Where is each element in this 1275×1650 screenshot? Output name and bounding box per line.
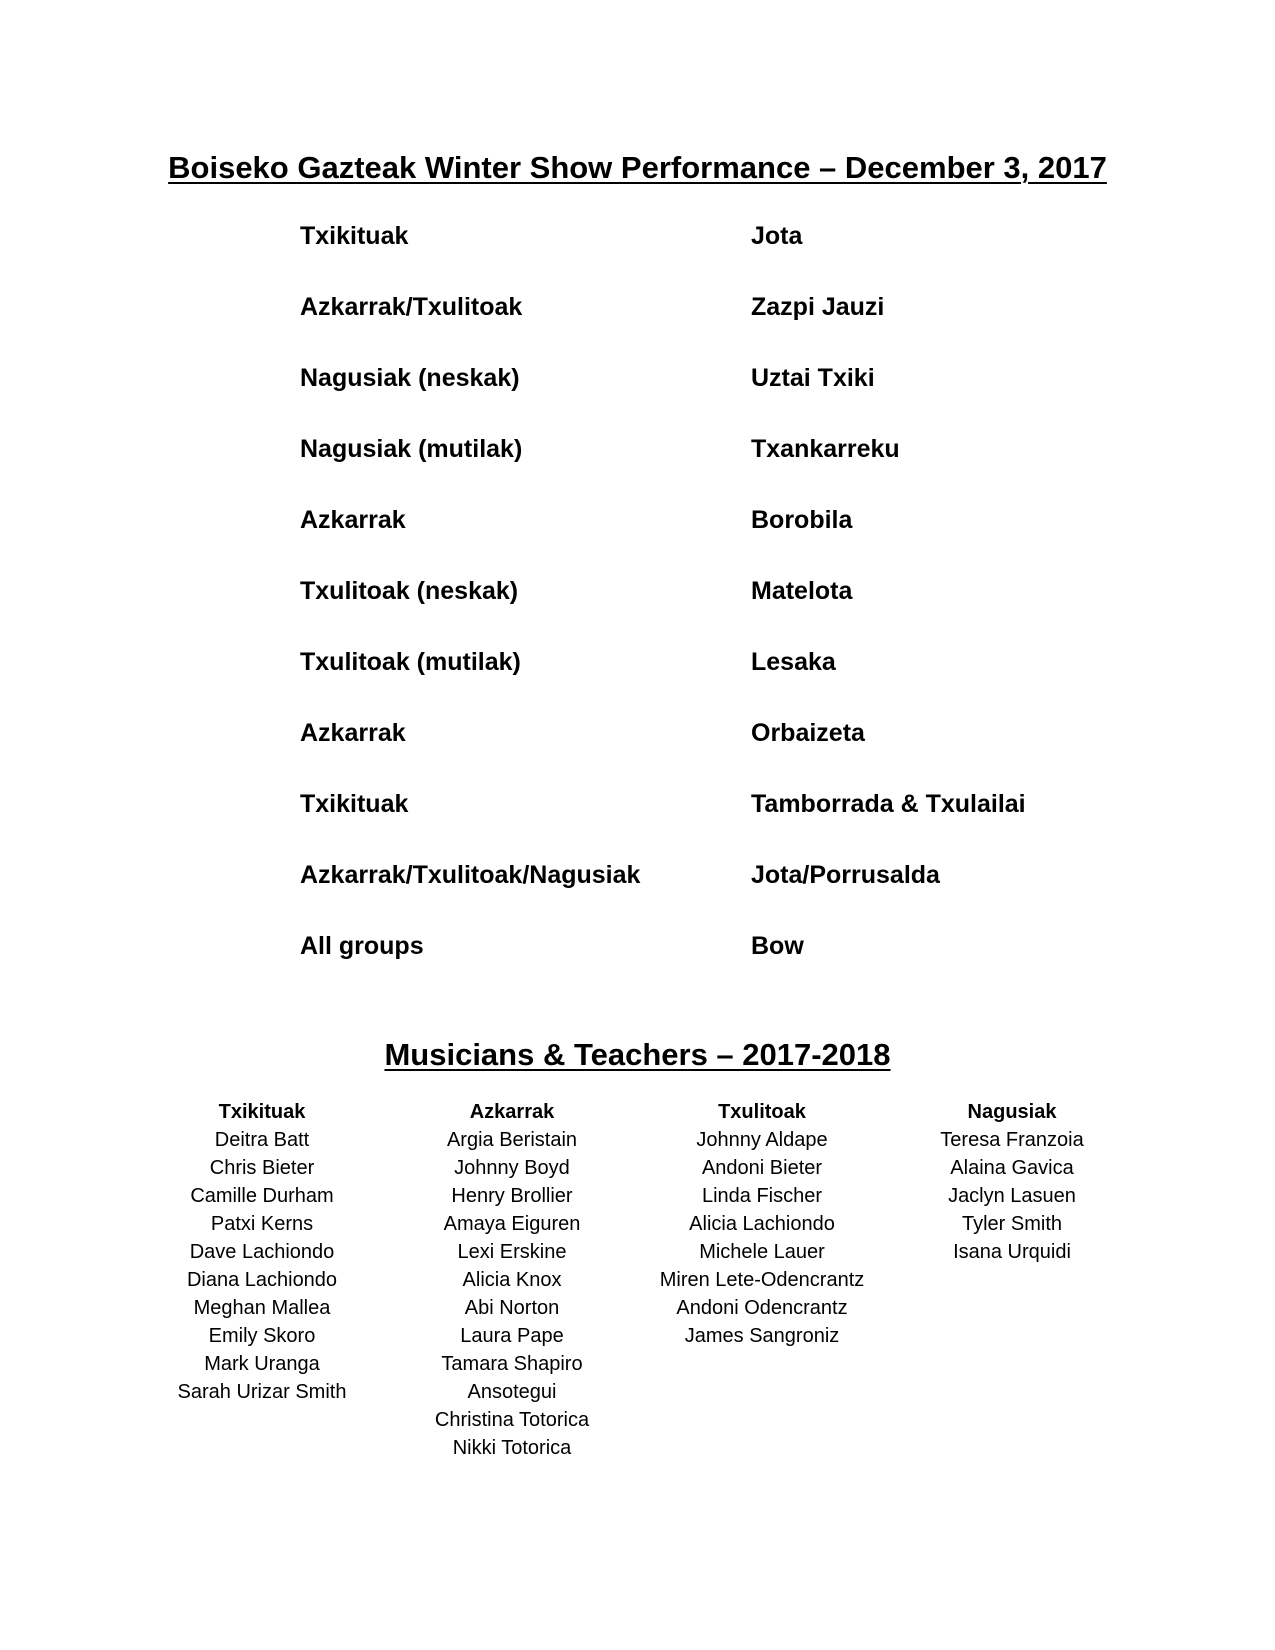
staff-column-txulitoak — [637, 1098, 887, 1350]
staff-member: Dave Lachiondo — [189, 1241, 335, 1263]
staff-member: Nikki Totorica — [452, 1437, 572, 1459]
program-group: Azkarrak — [300, 506, 406, 534]
program-row — [0, 435, 1275, 506]
program-row — [0, 861, 1275, 932]
staff-member: Mark Uranga — [204, 1353, 320, 1375]
staff-member: Isana Urquidi — [953, 1241, 1071, 1263]
program-group: Txikituak — [300, 222, 409, 250]
staff-member: Tyler Smith — [961, 1213, 1063, 1235]
staff-member: Linda Fischer — [701, 1185, 823, 1207]
staff-column-heading: Txikituak — [218, 1101, 306, 1123]
program-group: Nagusiak (mutilak) — [300, 435, 523, 463]
staff-column-heading: Nagusiak — [967, 1101, 1057, 1123]
staff-member: Ansotegui — [467, 1381, 557, 1403]
staff-member: Sarah Urizar Smith — [177, 1381, 347, 1403]
program-group: Azkarrak/Txulitoak/Nagusiak — [300, 861, 641, 889]
staff-member: Andoni Bieter — [701, 1157, 823, 1179]
program-group: Nagusiak (neskak) — [300, 364, 520, 392]
staff-member: Teresa Franzoia — [940, 1129, 1084, 1151]
program-row — [0, 790, 1275, 861]
staff-member: Jaclyn Lasuen — [948, 1185, 1076, 1207]
staff-column-heading: Azkarrak — [469, 1101, 555, 1123]
staff-member: Alicia Lachiondo — [689, 1213, 835, 1235]
staff-member: Tamara Shapiro — [441, 1353, 583, 1375]
staff-member: James Sangroniz — [684, 1325, 840, 1347]
program-row — [0, 293, 1275, 364]
program-dance: Bow — [751, 932, 804, 960]
staff-member: Henry Brollier — [451, 1185, 573, 1207]
staff-column-nagusiak — [887, 1098, 1137, 1266]
staff-member: Andoni Odencrantz — [676, 1297, 848, 1319]
staff-member: Abi Norton — [464, 1297, 560, 1319]
staff-title: Musicians & Teachers – 2017-2018 — [384, 1037, 891, 1072]
staff-member: Alicia Knox — [462, 1269, 562, 1291]
program-group: Txikituak — [300, 790, 409, 818]
program-dance: Jota/Porrusalda — [751, 861, 940, 889]
program-row — [0, 222, 1275, 293]
program-group: Txulitoak (mutilak) — [300, 648, 521, 676]
staff-member: Christina Totorica — [434, 1409, 590, 1431]
program-row — [0, 932, 1275, 1003]
staff-member: Michele Lauer — [699, 1241, 825, 1263]
program-row — [0, 364, 1275, 435]
staff-member: Johnny Aldape — [696, 1129, 828, 1151]
staff-member: Argia Beristain — [446, 1129, 578, 1151]
program-dance: Borobila — [751, 506, 853, 534]
staff-member: Chris Bieter — [209, 1157, 315, 1179]
staff-column-heading: Txulitoak — [718, 1101, 806, 1123]
staff-member: Meghan Mallea — [193, 1297, 331, 1319]
staff-member: Emily Skoro — [208, 1325, 316, 1347]
staff-member: Patxi Kerns — [210, 1213, 314, 1235]
staff-member: Deitra Batt — [214, 1129, 310, 1151]
program-group: All groups — [300, 932, 424, 960]
staff-member: Lexi Erskine — [457, 1241, 567, 1263]
program-dance: Tamborrada & Txulailai — [751, 790, 1026, 818]
program-group: Txulitoak (neskak) — [300, 577, 519, 605]
program-dance: Orbaizeta — [751, 719, 865, 747]
program-row — [0, 577, 1275, 648]
staff-column-azkarrak — [387, 1098, 637, 1462]
staff-member: Laura Pape — [460, 1325, 564, 1347]
program-row — [0, 506, 1275, 577]
page-title: Boiseko Gazteak Winter Show Performance – December 3, 2017 — [168, 150, 1107, 185]
program-dance: Jota — [751, 222, 803, 250]
program-dance: Matelota — [751, 577, 853, 605]
staff-member: Diana Lachiondo — [186, 1269, 338, 1291]
program-row — [0, 719, 1275, 790]
program-dance: Lesaka — [751, 648, 836, 676]
staff-column-txikituak — [137, 1098, 387, 1406]
staff-member: Camille Durham — [190, 1185, 334, 1207]
program-dance: Uztai Txiki — [751, 364, 875, 392]
staff-member: Johnny Boyd — [454, 1157, 570, 1179]
staff-member: Amaya Eiguren — [443, 1213, 581, 1235]
program-group: Azkarrak/Txulitoak — [300, 293, 523, 321]
staff-member: Alaina Gavica — [950, 1157, 1074, 1179]
program-dance: Txankarreku — [751, 435, 900, 463]
program-list — [0, 222, 1275, 1003]
staff-member: Miren Lete-Odencrantz — [659, 1269, 865, 1291]
program-dance: Zazpi Jauzi — [751, 293, 885, 321]
program-group: Azkarrak — [300, 719, 406, 747]
program-row — [0, 648, 1275, 719]
